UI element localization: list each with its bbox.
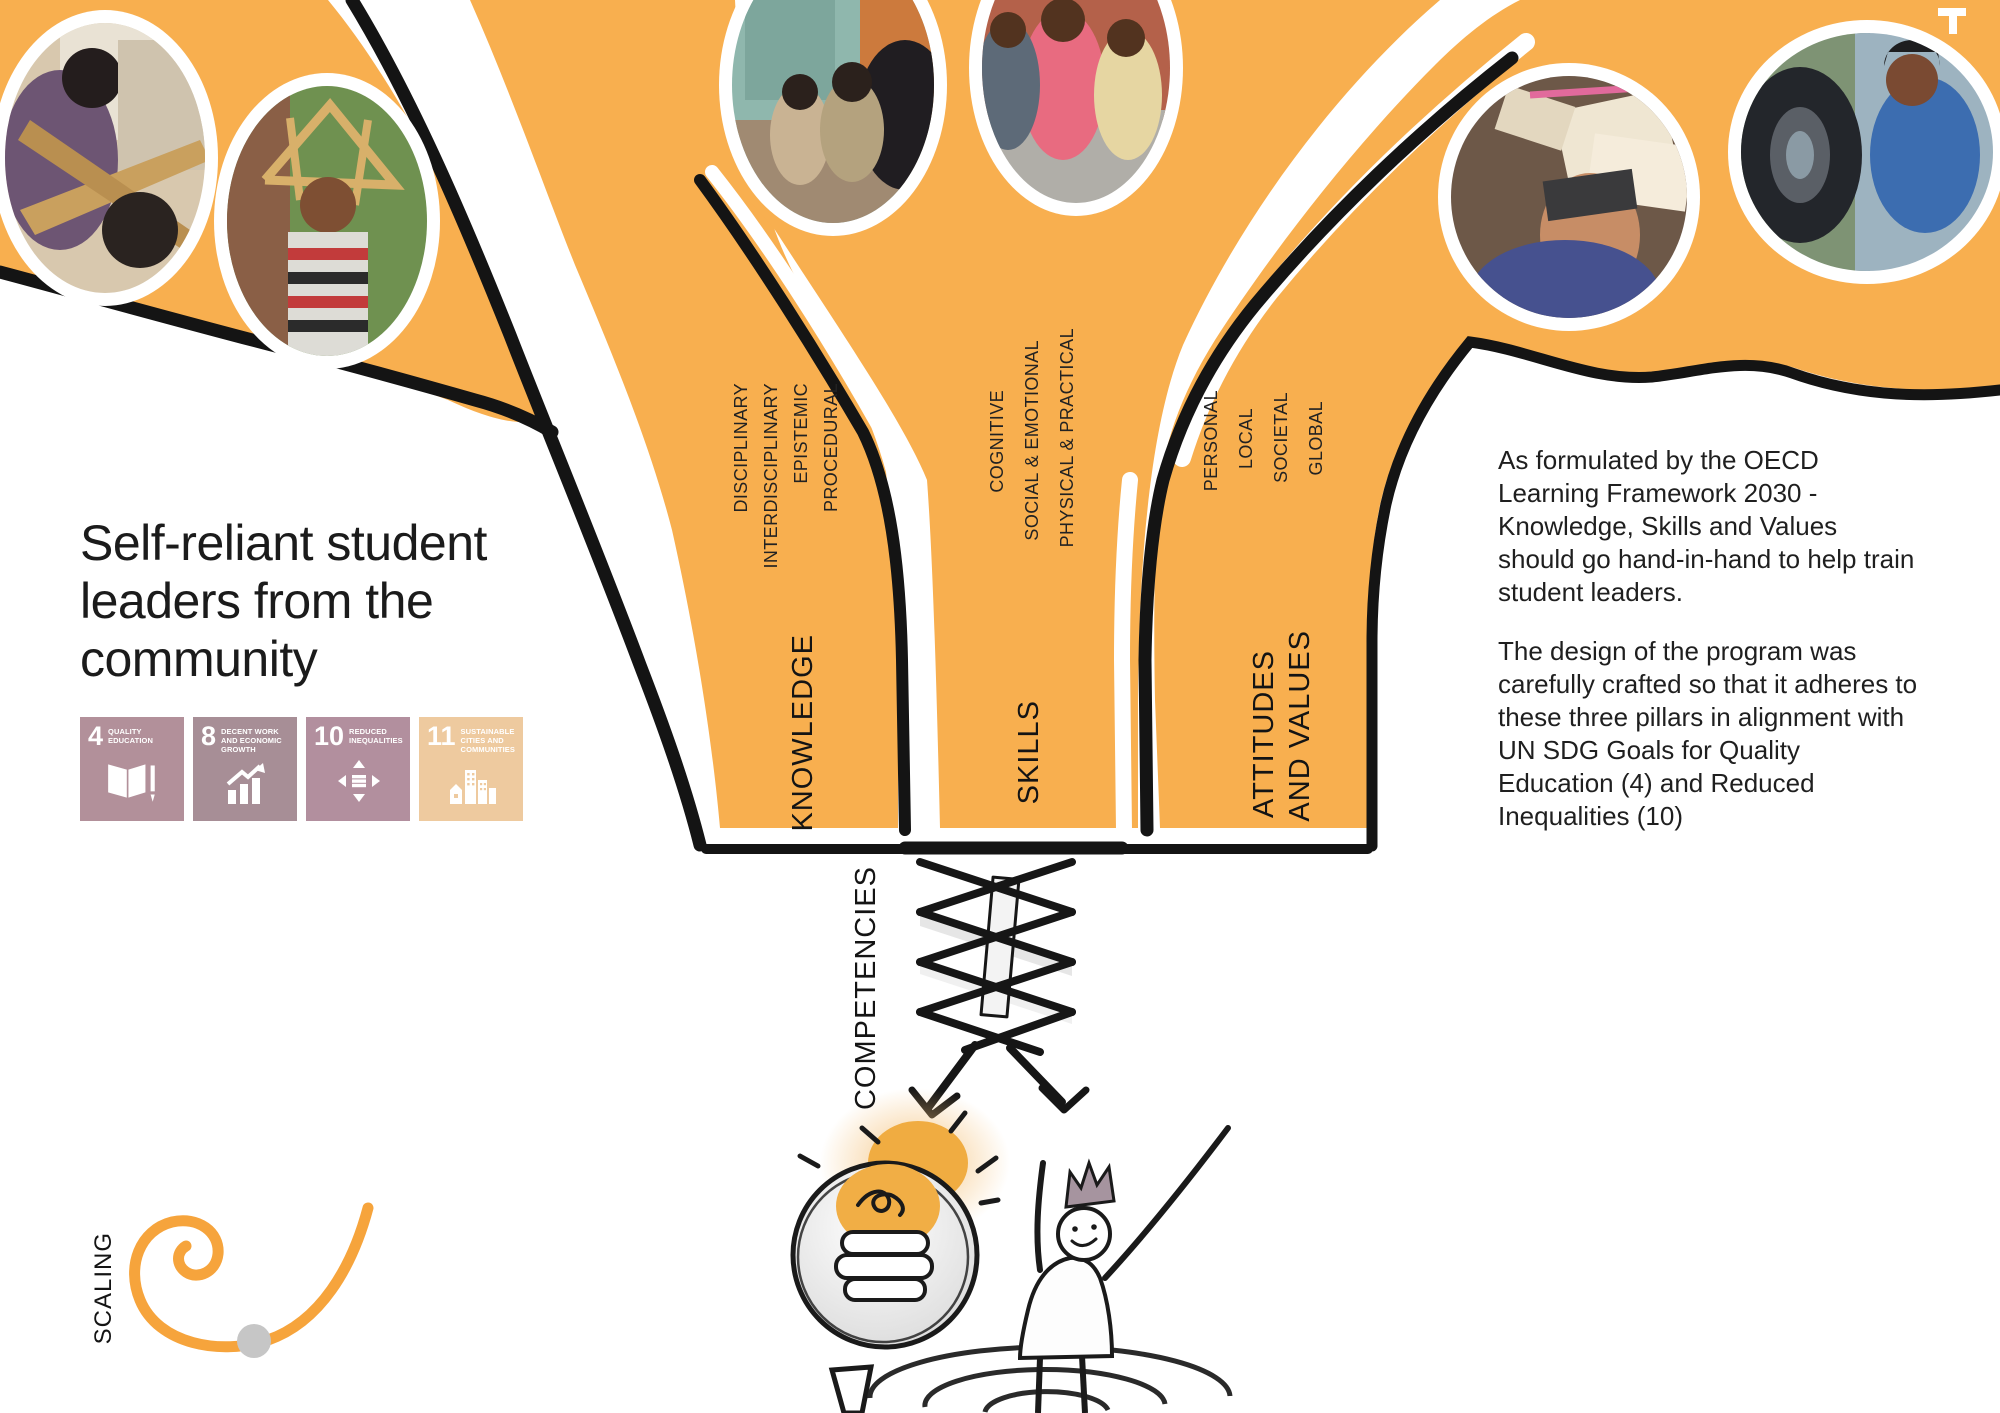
sublabel-global: GLOBAL [1306,401,1326,476]
spiral-dot [237,1324,271,1358]
page-title: Self-reliant student leaders from the community [80,514,487,687]
growth-chart-icon [201,754,290,814]
pillar-label-attitudes-line2: AND VALUES [1284,630,1316,822]
crown-icon [1066,1163,1114,1207]
sublabel-local: LOCAL [1236,408,1256,470]
sublabel-cognitive: COGNITIVE [987,390,1007,493]
description-paragraph-1: As formulated by the OECD Learning Framework 2030 - Knowledge, Skills and Values should go hand-in-hand to help train student leaders. [1498,445,1915,607]
sublabel-procedural: PROCEDURAL [821,383,841,513]
sdg-title: DECENT WORK AND ECONOMIC GROWTH [221,727,282,754]
pillar-label-skills: SKILLS [1013,700,1045,805]
sublabel-disciplinary: DISCIPLINARY [731,383,751,513]
sublabel-personal: PERSONAL [1201,390,1221,492]
sdg-number: 10 [314,721,345,751]
sdg-number: 4 [88,721,104,751]
scissor-jack-sketch [912,862,1086,1115]
photo-boys-working-on-tyre [1728,20,2000,285]
sublabel-interdisciplinary: INTERDISCIPLINARY [761,383,781,569]
scaling-spiral [135,1208,368,1358]
sdg-title: SUSTAINABLE CITIES AND COMMUNITIES [460,727,515,754]
lightbulb-person-sketch [793,1088,1230,1413]
pillar-label-attitudes-line1: ATTITUDES [1248,650,1280,818]
pillar-label-knowledge: KNOWLEDGE [787,634,819,832]
sdg-tile-quality-education [80,717,184,821]
city-buildings-icon [427,754,516,814]
sdg-tile-decent-work [193,717,297,821]
description-paragraph-2: The design of the program was carefully crafted so that it adheres to these three pillars in alignment with UN SDG Goals for Quality Education (4) and Reduced Inequalities (10) [1498,636,1918,831]
equality-arrows-icon [314,748,403,814]
competencies-label: COMPETENCIES [850,866,882,1111]
sublabel-social-emotional: SOCIAL & EMOTIONAL [1022,340,1042,541]
sdg-tile-sustainable-cities [419,717,523,821]
sublabel-epistemic: EPISTEMIC [791,383,811,484]
sdg-tile-reduced-inequalities [306,717,410,821]
description-text [1498,444,1918,859]
sublabel-societal: SOCIETAL [1271,392,1291,483]
mirror-stand [832,1367,871,1413]
sdg-number: 8 [201,721,217,751]
sdg-goal-tiles [80,717,523,821]
sublabel-physical-practical: PHYSICAL & PRACTICAL [1057,328,1077,548]
sdg-title: REDUCED INEQUALITIES [349,727,403,745]
scaling-label: SCALING [90,1232,117,1345]
sdg-title: QUALITY EDUCATION [108,727,153,745]
sdg-number: 11 [427,721,456,751]
book-pencil-icon [88,748,177,814]
